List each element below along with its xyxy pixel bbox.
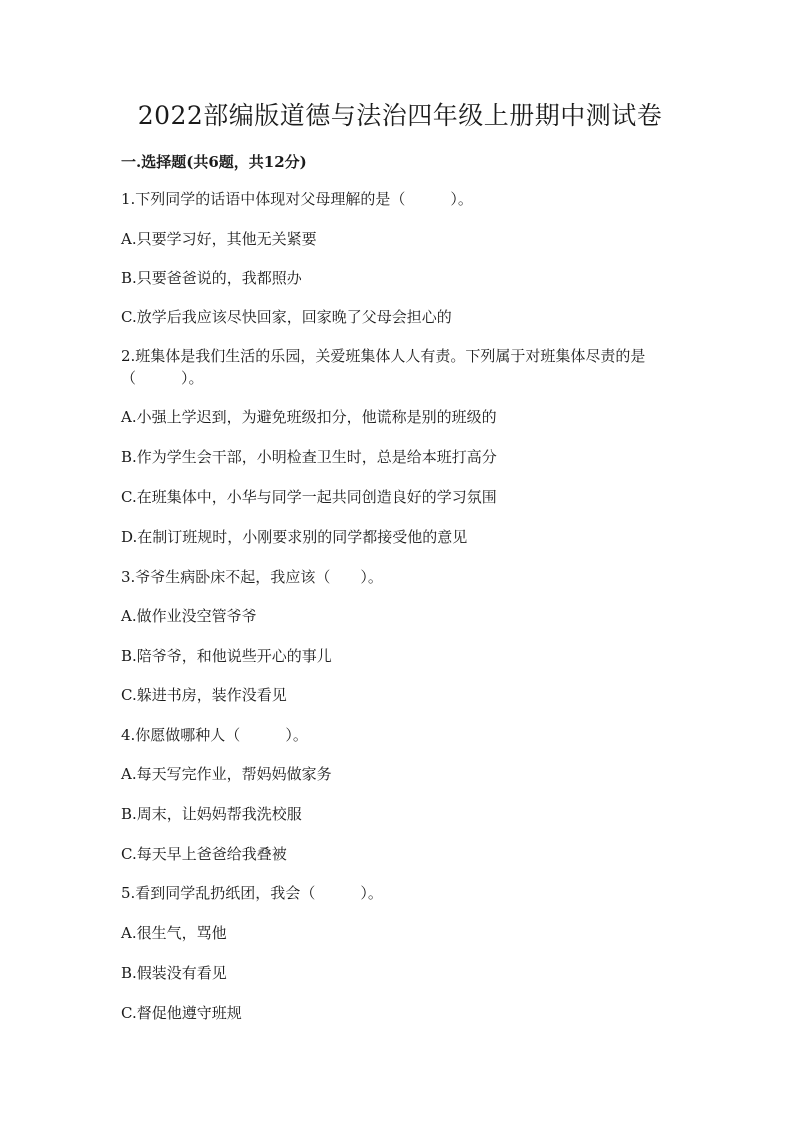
question-2-option-a: A.小强上学迟到，为避免班级扣分，他谎称是别的班级的: [121, 408, 497, 426]
question-3-option-a: A.做作业没空管爷爷: [121, 607, 257, 625]
question-3-stem: 3.爷爷生病卧床不起，我应该（ ）。: [121, 568, 383, 586]
question-3-option-c: C.躲进书房，装作没看见: [121, 686, 287, 704]
question-5-option-c: C.督促他遵守班规: [121, 1004, 242, 1022]
section-heading: 一.选择题(共6题，共12分): [121, 153, 307, 171]
question-5-option-b: B.假装没有看见: [121, 964, 227, 982]
question-2-option-c: C.在班集体中，小华与同学一起共同创造良好的学习氛围: [121, 488, 497, 506]
question-3-option-b: B.陪爷爷，和他说些开心的事儿: [121, 647, 332, 665]
question-2-option-d: D.在制订班规时，小刚要求别的同学都接受他的意见: [121, 528, 468, 546]
question-5-option-a: A.很生气，骂他: [121, 924, 227, 942]
question-5-stem: 5.看到同学乱扔纸团，我会（ ）。: [121, 884, 383, 902]
question-4-option-a: A.每天写完作业，帮妈妈做家务: [121, 765, 332, 783]
question-2-stem: 2.班集体是我们生活的乐园，关爱班集体人人有责。下列属于对班集体尽责的是（ ）。: [121, 347, 646, 387]
question-4-option-c: C.每天早上爸爸给我叠被: [121, 845, 287, 863]
question-1-option-b: B.只要爸爸说的，我都照办: [121, 269, 302, 287]
exam-title: 2022部编版道德与法治四年级上册期中测试卷: [137, 101, 663, 130]
question-1-stem: 1.下列同学的话语中体现对父母理解的是（ ）。: [121, 190, 473, 208]
question-1-option-c: C.放学后我应该尽快回家，回家晚了父母会担心的: [121, 308, 452, 326]
question-4-option-b: B.周末，让妈妈帮我洗校服: [121, 805, 302, 823]
question-4-stem: 4.你愿做哪种人（ ）。: [121, 726, 308, 744]
question-1-option-a: A.只要学习好，其他无关紧要: [121, 230, 317, 248]
question-2-option-b: B.作为学生会干部，小明检查卫生时，总是给本班打高分: [121, 448, 497, 466]
